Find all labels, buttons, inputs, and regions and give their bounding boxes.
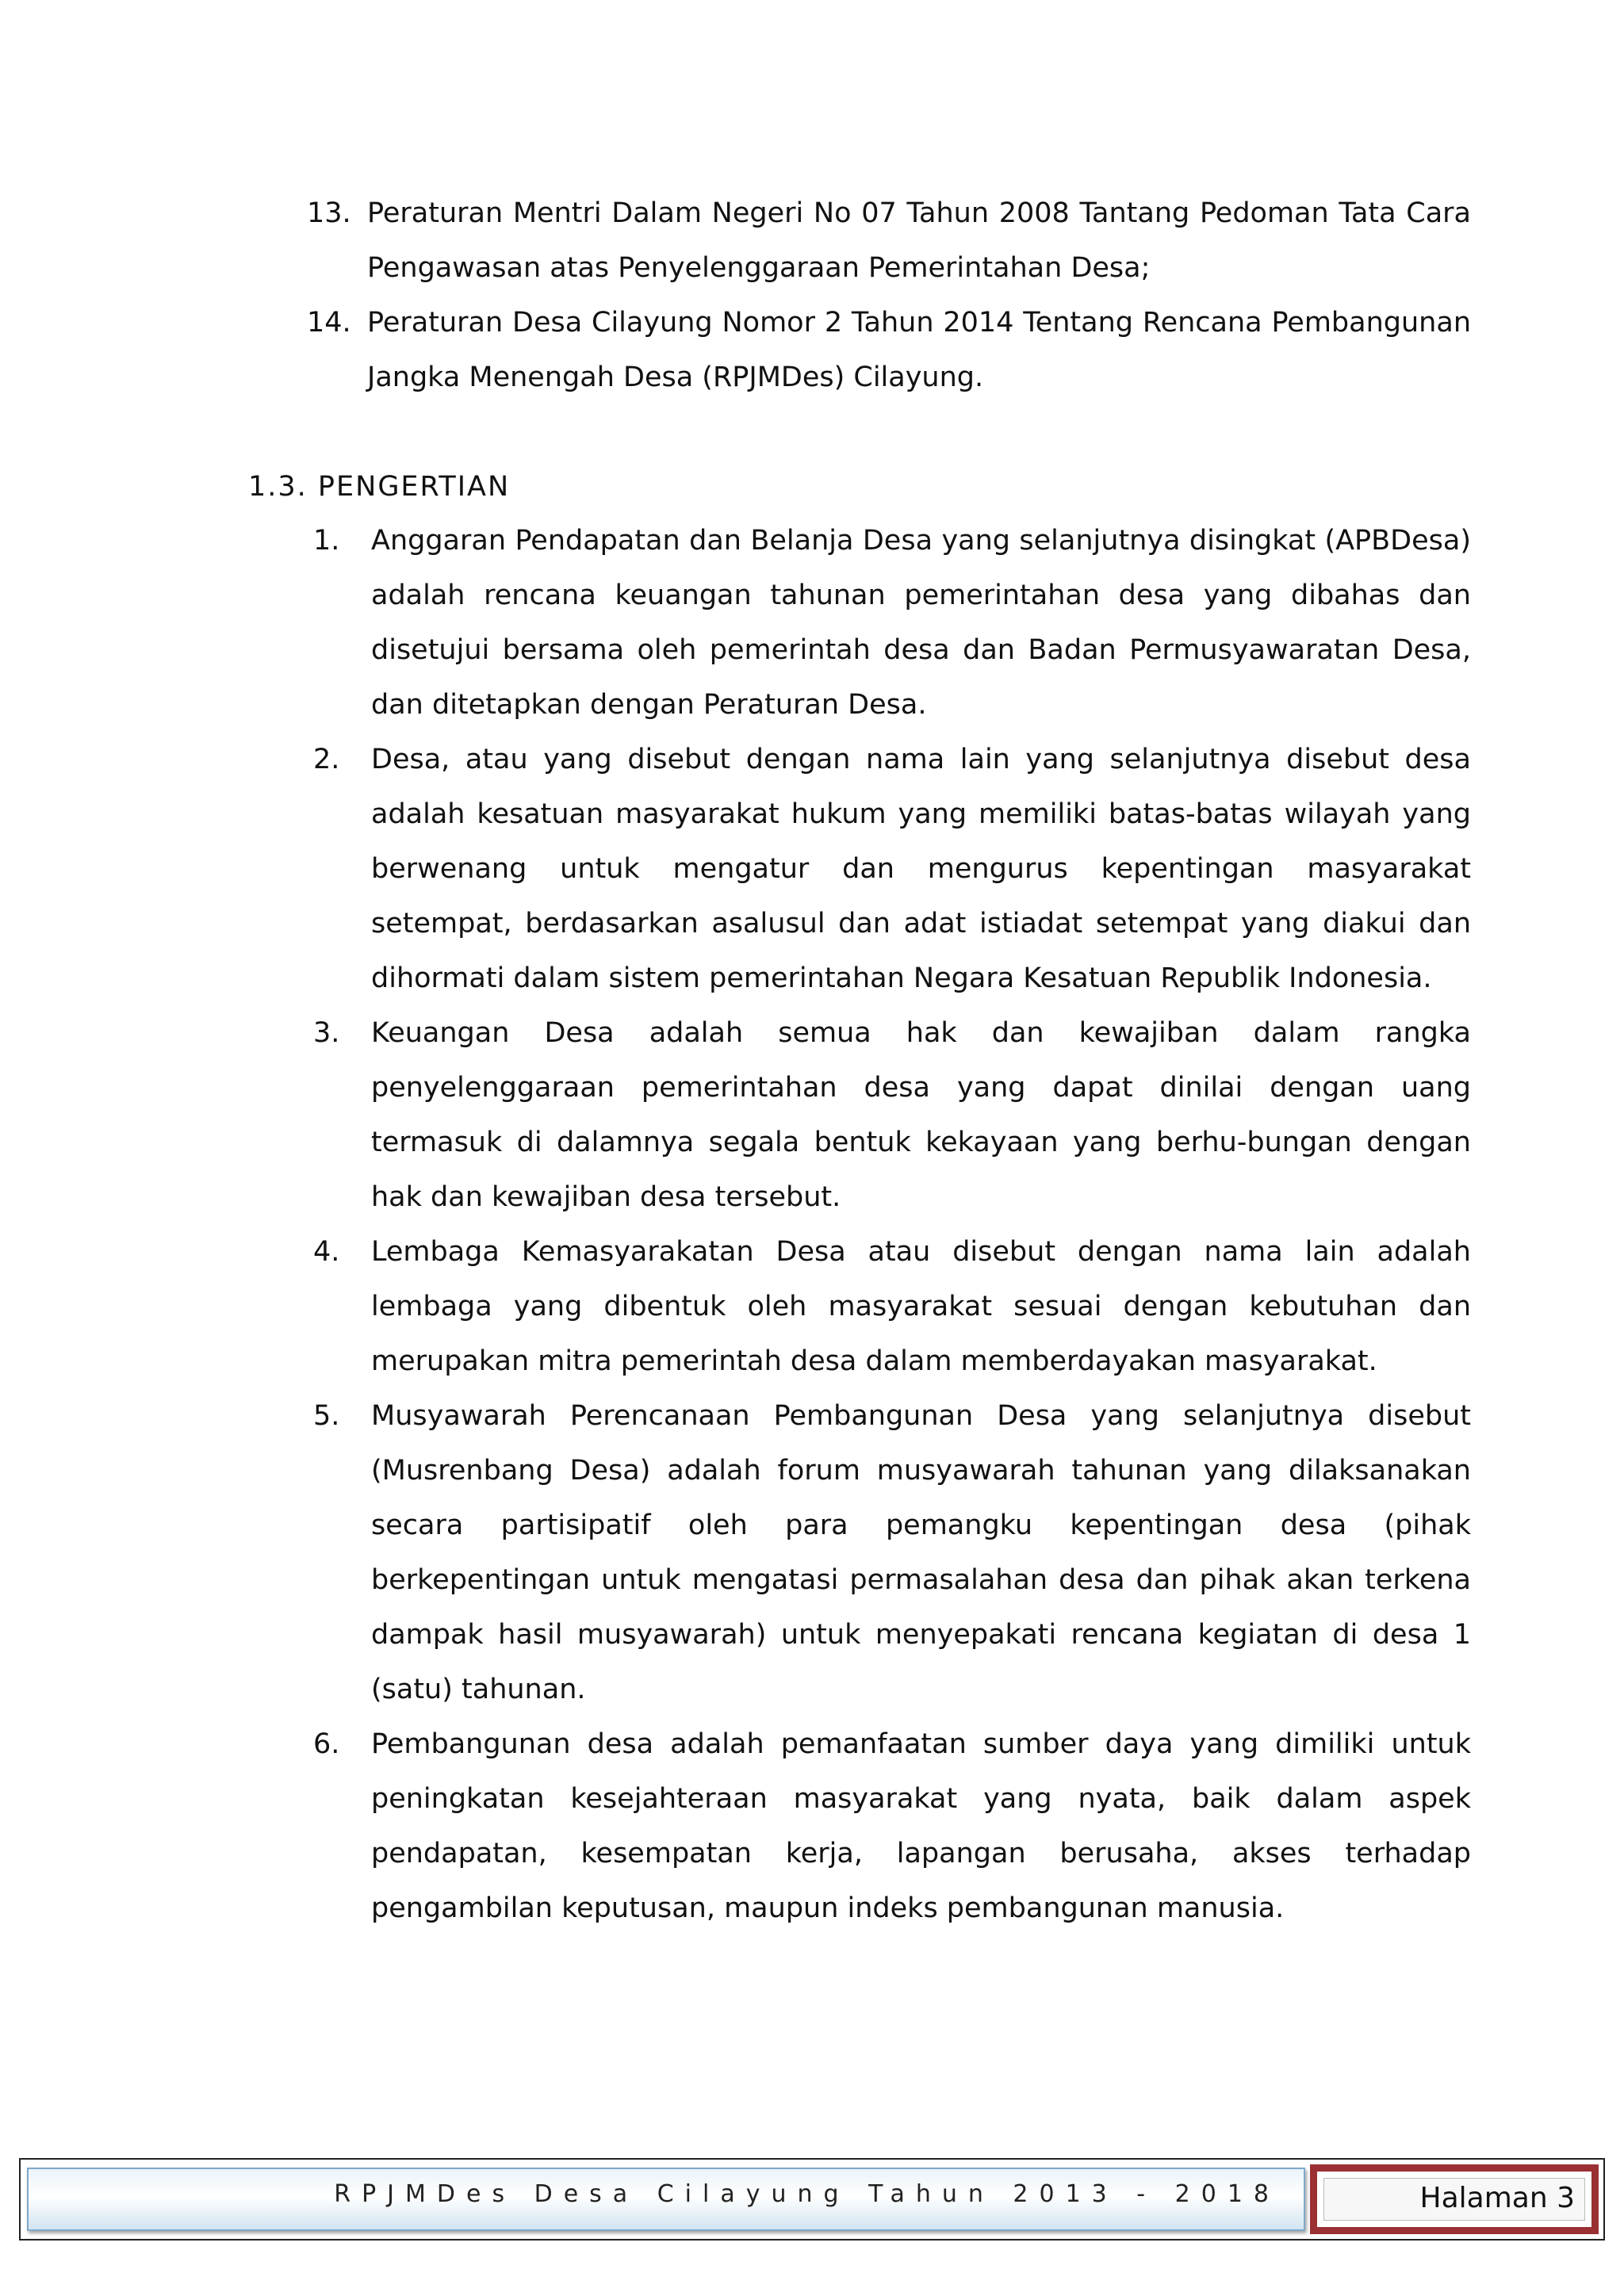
page-number-label: Halaman 3: [1419, 2182, 1575, 2214]
item-number: 4.: [313, 1236, 340, 1268]
item-number: 6.: [313, 1728, 340, 1760]
list-item: [307, 296, 1471, 405]
list-item: [313, 514, 1471, 733]
item-number: 1.: [313, 525, 340, 557]
footer-title: RPJMDes Desa Cilayung Tahun 2013 - 2018: [334, 2180, 1280, 2208]
item-number: 3.: [313, 1017, 340, 1049]
item-number: 13.: [307, 197, 351, 229]
list-item: [313, 1225, 1471, 1389]
item-text: Pembangunan desa adalah pemanfaatan sumber daya yang dimiliki untuk peningkatan kesejahteraan masyarakat yang nyata, baik dalam aspek pendapatan, kesempatan kerja, lapangan berusaha, akses terhadap pengambilan keputusan, maupun indeks pembangunan manusia.: [371, 1728, 1471, 1924]
reference-list: [307, 186, 1471, 405]
item-number: 2.: [313, 744, 340, 775]
item-text: Desa, atau yang disebut dengan nama lain yang selanjutnya disebut desa adalah kesatuan masyarakat hukum yang memiliki batas-batas wilayah yang berwenang untuk mengatur dan mengurus kepentingan masyarakat setempat, berdasarkan asalusul dan adat istiadat setempat yang diakui dan dihormati dalam sistem pemerintahan Negara Kesatuan Republik Indonesia.: [371, 744, 1471, 994]
section-heading: 1.3. PENGERTIAN: [248, 471, 511, 503]
item-text: Peraturan Mentri Dalam Negeri No 07 Tahun 2008 Tantang Pedoman Tata Cara Pengawasan atas Penyelenggaraan Pemerintahan Desa;: [367, 197, 1471, 284]
page-number-box: [1310, 2164, 1599, 2234]
list-item: [307, 186, 1471, 296]
item-number: 5.: [313, 1400, 340, 1432]
item-text: Musyawarah Perencanaan Pembangunan Desa yang selanjutnya disebut (Musrenbang Desa) adalah forum musyawarah tahunan yang dilaksanakan secara partisipatif oleh para pemangku kepentingan desa (pihak berkepentingan untuk mengatasi permasalahan desa dan pihak akan terkena dampak hasil musyawarah) untuk menyepakati rencana kegiatan di desa 1 (satu) tahunan.: [371, 1400, 1471, 1705]
item-text: Lembaga Kemasyarakatan Desa atau disebut dengan nama lain adalah lembaga yang dibentuk oleh masyarakat sesuai dengan kebutuhan dan merupakan mitra pemerintah desa dalam memberdayakan masyarakat.: [371, 1236, 1471, 1377]
item-text: Keuangan Desa adalah semua hak dan kewajiban dalam rangka penyelenggaraan pemerintahan desa yang dapat dinilai dengan uang termasuk di dalamnya segala bentuk kekayaan yang berhu-bungan dengan hak dan kewajiban desa tersebut.: [371, 1017, 1471, 1213]
page-number-inner: [1323, 2178, 1585, 2221]
footer-bar: [27, 2168, 1305, 2231]
list-item: [313, 733, 1471, 1006]
list-item: [313, 1717, 1471, 1936]
definition-list: [313, 514, 1471, 1936]
item-text: Anggaran Pendapatan dan Belanja Desa yang selanjutnya disingkat (APBDesa) adalah rencana keuangan tahunan pemerintahan desa yang dibahas dan disetujui bersama oleh pemerintah desa dan Badan Permusyawaratan Desa, dan ditetapkan dengan Peraturan Desa.: [371, 525, 1471, 721]
list-item: [313, 1389, 1471, 1717]
item-text: Peraturan Desa Cilayung Nomor 2 Tahun 2014 Tentang Rencana Pembangunan Jangka Menengah Desa (RPJMDes) Cilayung.: [367, 307, 1471, 393]
list-item: [313, 1006, 1471, 1225]
item-number: 14.: [307, 307, 351, 339]
